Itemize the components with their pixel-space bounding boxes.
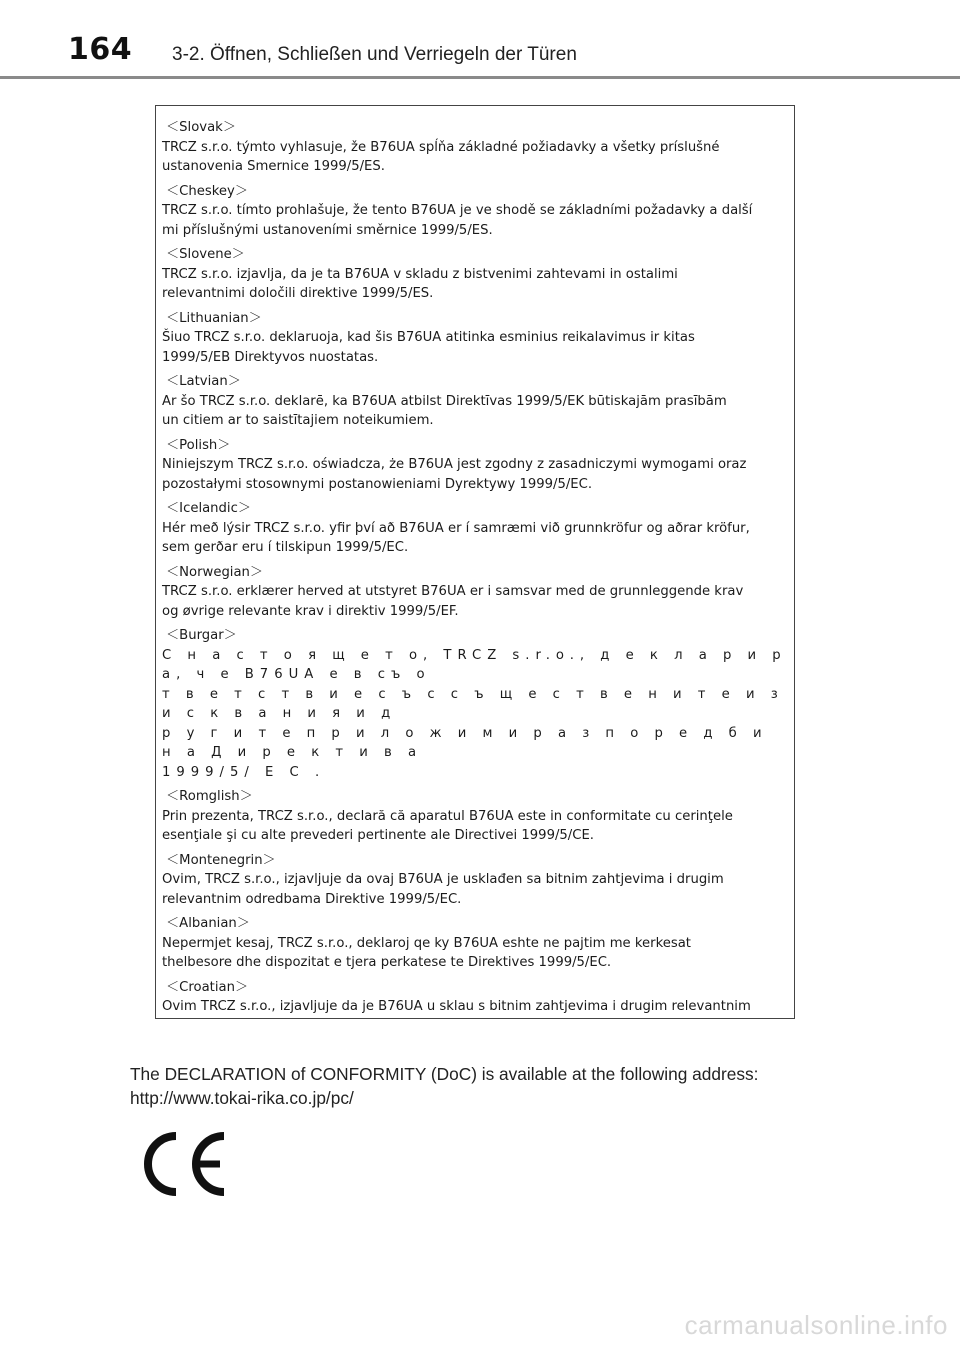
section-title: 3-2. Öffnen, Schließen und Verriegeln der Türen (172, 44, 577, 65)
declaration-entry (162, 118, 788, 177)
declaration-text: С н а с т о я щ е т о, TRCZ s.r.o., д е к л а р и р а, ч е B76UA е в съ о т в е т с т в и е с ъ с с ъ щ е с т в е н и т е и з и с к в а н и я и д р у г и т е п р и л о ж и м и р а з п о р е д б и н а Д и р е к т и в а 1999/5/ Е С . (162, 647, 787, 780)
language-heading: ＜Polish＞ (166, 437, 231, 453)
declaration-text: TRCZ s.r.o. erklærer herved at utstyret B76UA er i samsvar med de grunnleggende krav og øvrige relevante krav i direktiv 1999/5/EF. (162, 584, 744, 619)
header-divider (0, 76, 960, 79)
declaration-text: Hér með lýsir TRCZ s.r.o. yfir því að B76UA er í samræmi við grunnkröfur og aðrar kröfur, sem gerðar eru í tilskipun 1999/5/EC. (162, 520, 750, 555)
doc-availability-note (130, 1062, 830, 1110)
declaration-entry (162, 372, 788, 431)
doc-url: http://www.tokai-rika.co.jp/pc/ (130, 1088, 354, 1108)
declaration-entry (162, 914, 788, 973)
watermark: carmanualsonline.info (684, 1310, 948, 1340)
declaration-text: Prin prezenta, TRCZ s.r.o., declară că aparatul B76UA este in conformitate cu cerinţele esenţiale şi cu alte prevederi pertinente ale Directivei 1999/5/CE. (162, 808, 733, 843)
declaration-box (155, 105, 795, 1019)
language-heading: ＜Lithuanian＞ (166, 310, 262, 326)
language-heading: ＜Montenegrin＞ (166, 852, 276, 868)
page-number: 164 (68, 32, 133, 67)
declaration-text: Ovim, TRCZ s.r.o., izjavljuje da ovaj B76UA je usklađen sa bitnim zahtjevima i drugim relevantnim odredbama Direktive 1999/5/EC. (162, 872, 724, 907)
language-heading: ＜Slovak＞ (166, 120, 237, 135)
declaration-entry (162, 787, 788, 846)
doc-note-text: The DECLARATION of CONFORMITY (DoC) is available at the following address: (130, 1064, 759, 1084)
language-heading: ＜Romglish＞ (166, 789, 253, 804)
language-heading: ＜Slovene＞ (166, 247, 245, 262)
declaration-entry (162, 499, 788, 558)
declaration-entry (162, 436, 788, 495)
language-heading: ＜Icelandic＞ (166, 501, 252, 516)
declaration-entry (162, 978, 788, 1020)
declaration-text: Nepermjet kesaj, TRCZ s.r.o., deklaroj qe ky B76UA eshte ne pajtim me kerkesat thelbesore dhe dispozitat e tjera perkatese te Direktives 1999/5/EC. (162, 935, 691, 970)
declaration-entry (162, 182, 788, 241)
declaration-text: Niniejszym TRCZ s.r.o. oświadcza, że B76UA jest zgodny z zasadniczymi wymogami oraz pozostałymi stosownymi postanowieniami Dyrektywy 1999/5/EC. (162, 457, 747, 492)
declaration-entry (162, 563, 788, 622)
declaration-entry (162, 626, 788, 782)
declaration-text: TRCZ s.r.o. izjavlja, da je ta B76UA v skladu z bistvenimi zahtevami in ostalimi relevantnimi določili direktive 1999/5/ES. (162, 266, 678, 301)
ce-mark-icon (138, 1130, 230, 1198)
declaration-entry (162, 245, 788, 304)
language-heading: ＜Albanian＞ (166, 916, 250, 931)
declaration-text: Šiuo TRCZ s.r.o. deklaruoja, kad šis B76UA atitinka esminius reikalavimus ir kitas 1999/5/EB Direktyvos nuostatas. (162, 330, 695, 365)
declaration-text: Ovim TRCZ s.r.o., izjavljuje da je B76UA u sklau s bitnim zahtjevima i drugim relevantnim (162, 999, 751, 1014)
language-heading: ＜Latvian＞ (166, 374, 241, 389)
language-heading: ＜Norwegian＞ (166, 564, 264, 580)
page-header (0, 0, 960, 80)
declaration-entry (162, 851, 788, 910)
language-heading: ＜Cheskey＞ (166, 183, 249, 199)
declaration-text: Ar šo TRCZ s.r.o. deklarē, ka B76UA atbilst Direktīvas 1999/5/EK būtiskajām prasībām un citiem ar to saistītajiem noteikumiem. (162, 393, 727, 428)
language-heading: ＜Burgar＞ (166, 628, 237, 643)
language-heading: ＜Croatian＞ (166, 979, 249, 995)
declaration-text: TRCZ s.r.o. tímto prohlašuje, že tento B76UA je ve shodě se základními požadavky a další mi příslušnými ustanoveními směrnice 1999/5/ES. (162, 203, 753, 238)
declaration-text: TRCZ s.r.o. týmto vyhlasuje, že B76UA spĺňa základné požiadavky a všetky príslušné ustanovenia Smernice 1999/5/ES. (162, 139, 720, 174)
declaration-entry (162, 309, 788, 368)
